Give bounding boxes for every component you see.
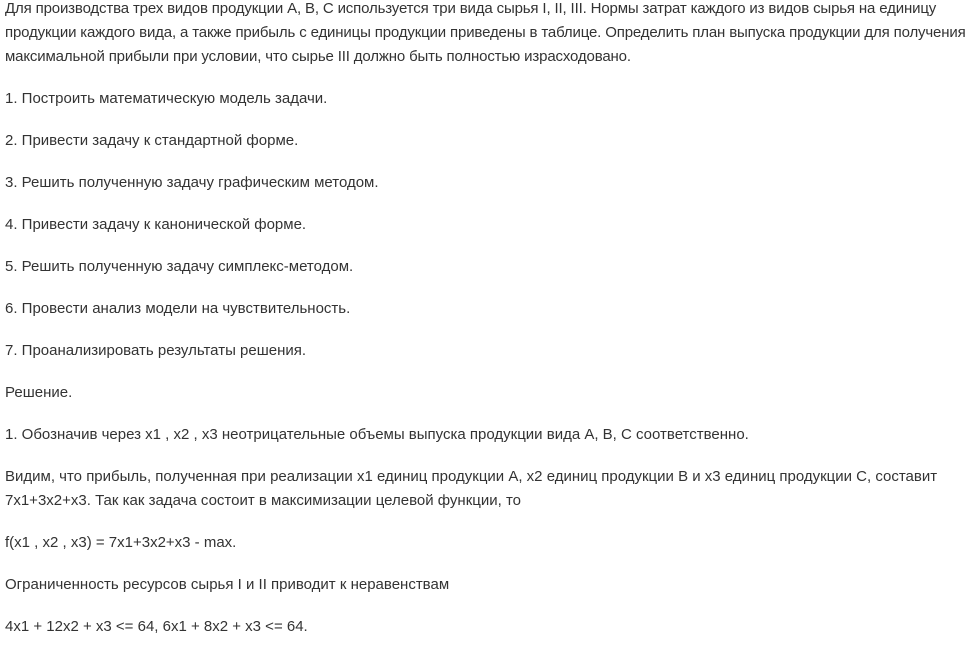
problem-statement: Для производства трех видов продукции A, B, C используется три вида сырья I, II, III. Нормы затрат каждого из видов сырья на единицу продукции каждого вида, а также прибыль с единицы продукции приведены в таблице. Определить план выпуска продукции для получения максимальной прибыли при условии, что сырье III должно быть полностью израсходовано. xyxy=(5,0,966,65)
task-item-7: 7. Проанализировать результаты решения. xyxy=(5,342,307,359)
task-item-5: 5. Решить полученную задачу симплекс-методом. xyxy=(5,258,354,275)
task-item-3: 3. Решить полученную задачу графическим методом. xyxy=(5,174,379,191)
task-item-1: 1. Построить математическую модель задачи. xyxy=(5,90,328,107)
profit-explanation: Видим, что прибыль, полученная при реализации x1 единиц продукции A, x2 единиц продукции B и x3 единиц продукции C, составит 7x1+3x2+x3. Так как задача состоит в максимизации целевой функции, то xyxy=(5,468,938,509)
constraints-inequalities: 4x1 + 12x2 + x3 <= 64, 6x1 + 8x2 + x3 <= 64. xyxy=(5,618,308,635)
solution-heading: Решение. xyxy=(5,384,73,401)
task-item-2: 2. Привести задачу к стандартной форме. xyxy=(5,132,299,149)
constraints-intro: Ограниченность ресурсов сырья I и II приводит к неравенствам xyxy=(5,576,450,593)
task-item-6: 6. Провести анализ модели на чувствительность. xyxy=(5,300,351,317)
objective-function: f(x1 , x2 , x3) = 7x1+3x2+x3 - max. xyxy=(5,534,237,551)
task-item-4: 4. Привести задачу к канонической форме. xyxy=(5,216,307,233)
solution-step-1: 1. Обозначив через x1 , x2 , x3 неотрицательные объемы выпуска продукции вида A, B, C соответственно. xyxy=(5,426,749,443)
